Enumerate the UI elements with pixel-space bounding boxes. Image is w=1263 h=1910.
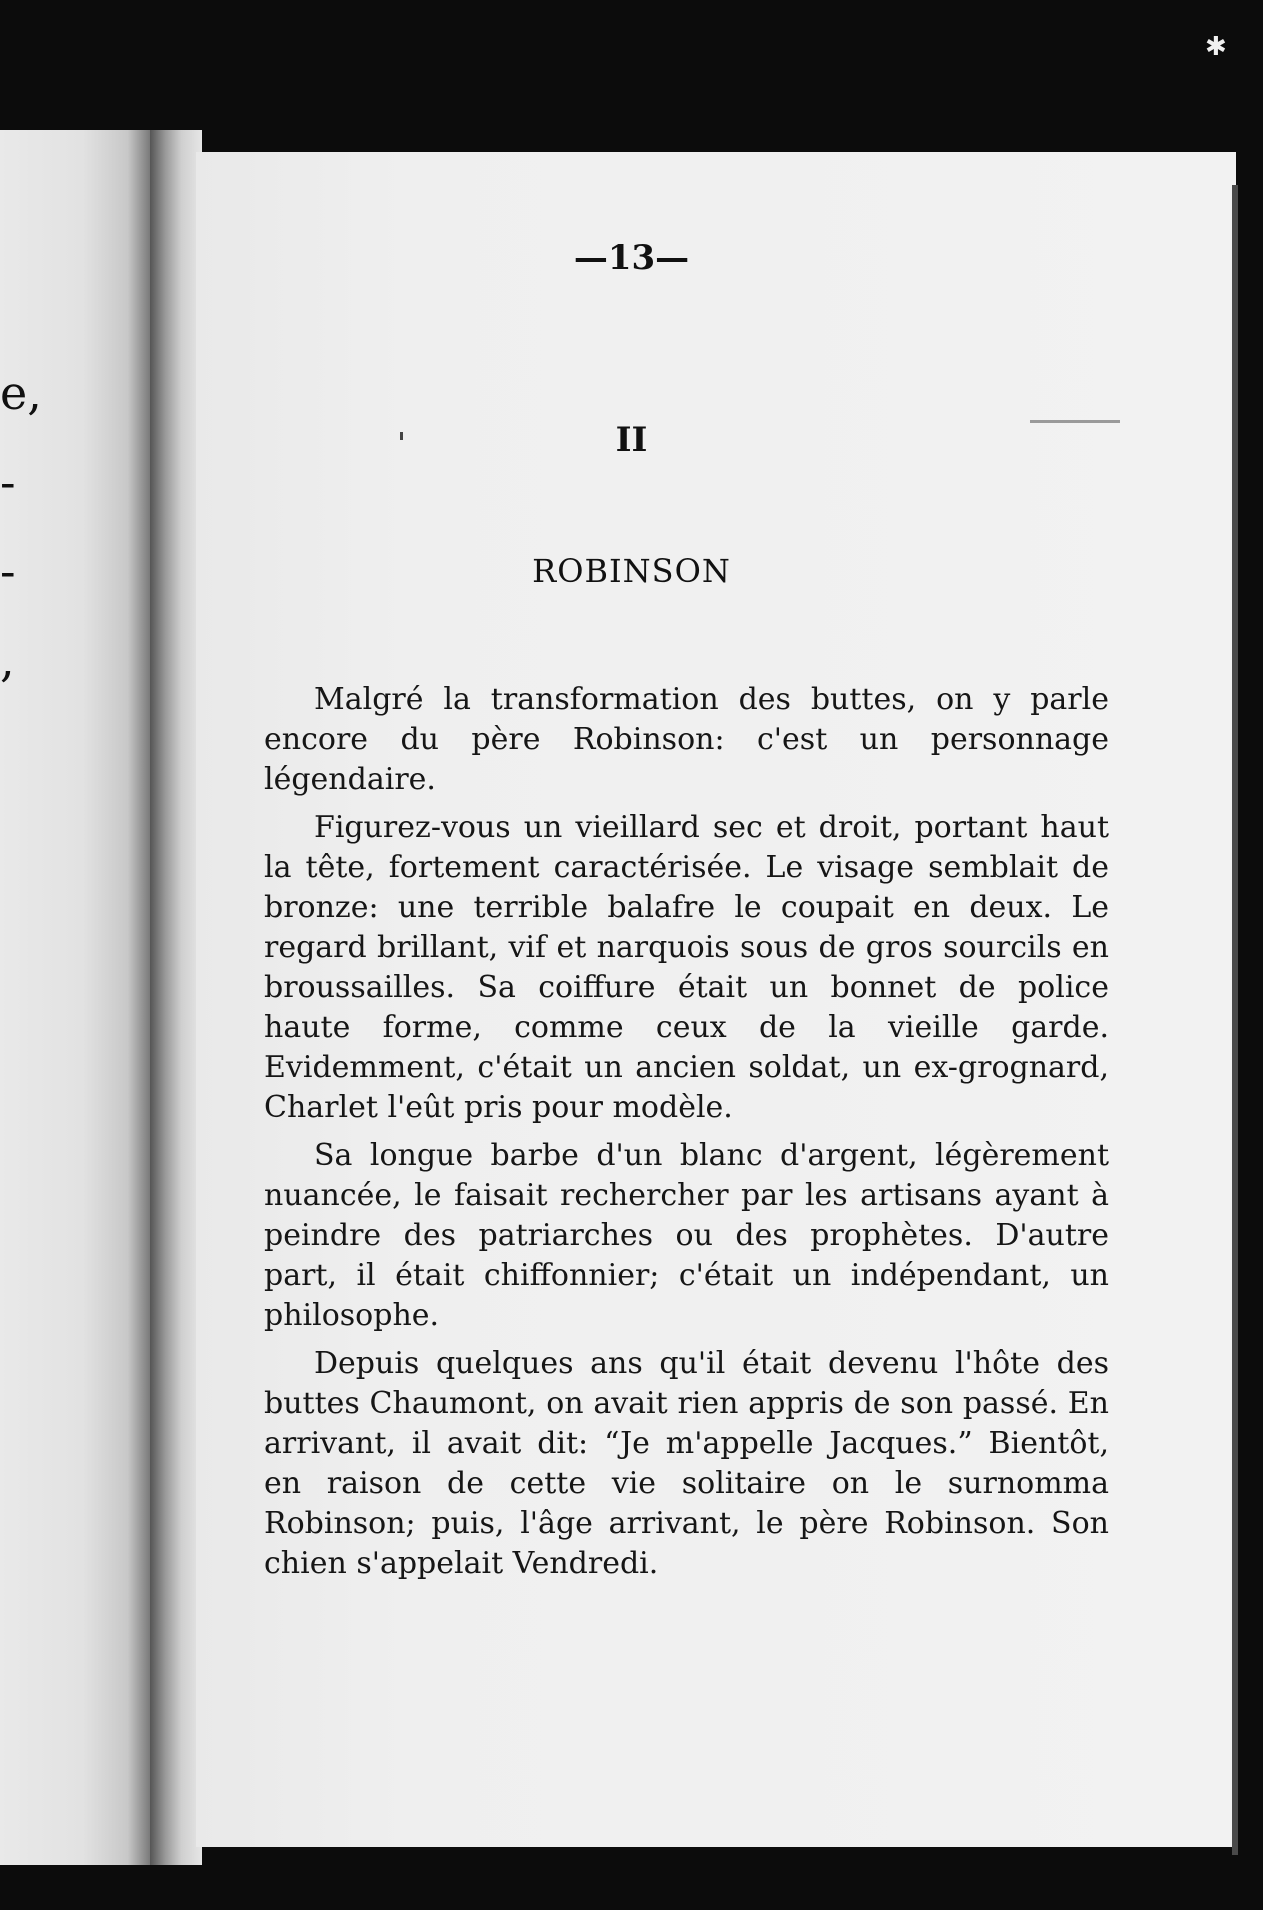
previous-page bbox=[0, 130, 150, 1865]
paragraph: Malgré la transformation des buttes, on y parle encore du père Robinson: c'est un personnage légendaire. bbox=[264, 682, 1109, 797]
paragraph: Depuis quelques ans qu'il était devenu l'hôte des buttes Chaumont, on avait rien appris de son passé. En arrivant, il avait dit: “Je m'appelle Jacques.” Bientôt, en raison de cette vie solitaire on le surnomma Robinson; puis, l'âge arrivant, le père Robinson. Son chien s'appelait Vendredi. bbox=[264, 1346, 1109, 1581]
fragment: - bbox=[0, 544, 16, 598]
page-number: —13— bbox=[573, 238, 690, 278]
paragraph: Sa longue barbe d'un blanc d'argent, légèrement nuancée, le faisait rechercher par les artisans ayant à peindre des patriarches ou des prophètes. D'autre part, il était chiffonnier; c'était un indépendant, un philosophe. bbox=[264, 1138, 1109, 1333]
paragraph: Figurez-vous un vieillard sec et droit, portant haut la tête, fortement caractérisée. Le visage semblait de bronze: une terrible balafre le coupait en deux. Le regard brillant, vif et narquois sous de gros sourcils en broussailles. Sa coiffure était un bonnet de police haute forme, comme ceux de la vieille garde. Evidemment, c'était un ancien soldat, un ex-grognard, Charlet l'eût pris pour modèle. bbox=[264, 810, 1109, 1125]
chapter-body bbox=[264, 680, 1109, 1592]
fragment: - bbox=[0, 455, 16, 509]
scan-dust-mark: ✱ bbox=[1205, 32, 1227, 62]
chapter-title: ROBINSON bbox=[532, 552, 731, 590]
fragment: , bbox=[0, 633, 15, 687]
chapter-number: II bbox=[615, 420, 648, 460]
fragment: e, bbox=[0, 366, 42, 420]
book-gutter bbox=[150, 130, 202, 1865]
